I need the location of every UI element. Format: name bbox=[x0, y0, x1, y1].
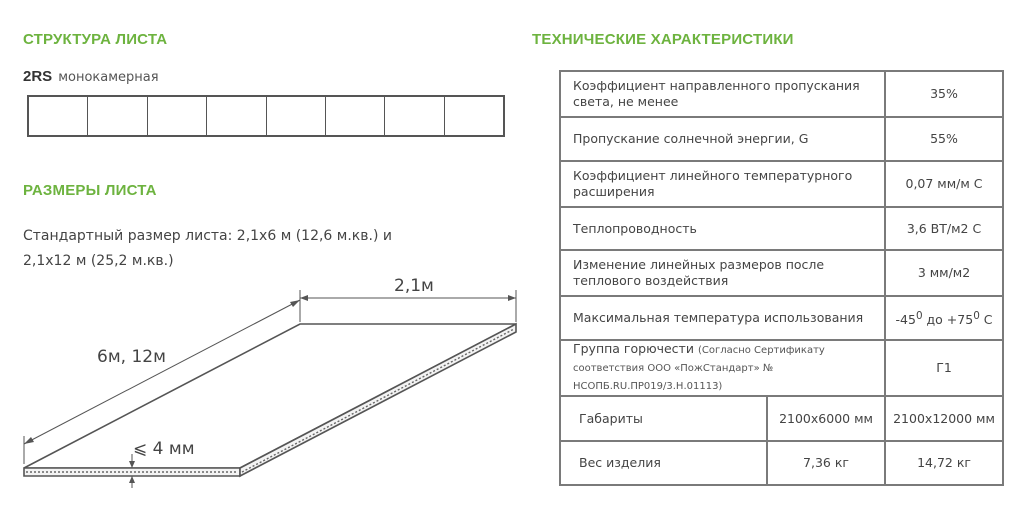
spec-value bbox=[885, 296, 1003, 340]
length-label: 6м, 12м bbox=[97, 347, 166, 367]
spec-value: Г1 bbox=[885, 340, 1003, 396]
degree-mark: 0 bbox=[973, 309, 980, 322]
table-row bbox=[560, 396, 1003, 441]
spec-value-6m: 7,36 кг bbox=[767, 441, 885, 485]
table-row bbox=[560, 296, 1003, 340]
spec-label: Коэффициент направленного пропускания света, не менее bbox=[560, 71, 885, 117]
flammability-label: Группа горючести bbox=[573, 341, 694, 356]
table-row bbox=[560, 441, 1003, 485]
temp-min: -45 bbox=[895, 312, 916, 328]
thickness-label: ⩽ 4 мм bbox=[133, 439, 195, 459]
table-row bbox=[560, 161, 1003, 207]
temp-unit: С bbox=[979, 312, 993, 328]
table-row bbox=[560, 117, 1003, 161]
specs-table bbox=[559, 70, 1004, 486]
spec-label bbox=[560, 340, 885, 396]
spec-label: Пропускание солнечной энергии, G bbox=[560, 117, 885, 161]
spec-value: 55% bbox=[885, 117, 1003, 161]
table-row bbox=[560, 340, 1003, 396]
structure-type: монокамерная bbox=[58, 70, 159, 85]
spec-label: Изменение линейных размеров после теплового воздействия bbox=[560, 250, 885, 296]
table-row bbox=[560, 71, 1003, 117]
spec-label: Максимальная температура использования bbox=[560, 296, 885, 340]
certificate-note: (Согласно Сертификату соответствия ООО «ПожСтандарт» № НСОПБ.RU.ПР019/3.Н.01113) bbox=[573, 345, 825, 392]
structure-code: 2RS bbox=[23, 68, 53, 85]
structure-title: СТРУКТУРА ЛИСТА bbox=[23, 31, 168, 48]
spec-value: 3,6 ВТ/м2 С bbox=[885, 207, 1003, 250]
standard-size-line-1: Стандартный размер листа: 2,1х6 м (12,6 м.кв.) и bbox=[23, 228, 392, 244]
spec-label: Габариты bbox=[560, 396, 767, 441]
degree-mark: 0 bbox=[915, 309, 923, 322]
sizes-title: РАЗМЕРЫ ЛИСТА bbox=[23, 182, 157, 199]
specs-title: ТЕХНИЧЕСКИЕ ХАРАКТЕРИСТИКИ bbox=[532, 31, 794, 48]
spec-value: 35% bbox=[885, 71, 1003, 117]
spec-value-6m: 2100х6000 мм bbox=[767, 396, 885, 441]
spec-label: Теплопроводность bbox=[560, 207, 885, 250]
width-label: 2,1м bbox=[394, 276, 434, 296]
sheet-top-face bbox=[24, 324, 516, 468]
spec-value: 3 мм/м2 bbox=[885, 250, 1003, 296]
spec-value-12m: 14,72 кг bbox=[885, 441, 1003, 485]
table-row bbox=[560, 207, 1003, 250]
standard-size-line-2: 2,1х12 м (25,2 м.кв.) bbox=[23, 253, 174, 269]
spec-value: 0,07 мм/м С bbox=[885, 161, 1003, 207]
temp-sep: до + bbox=[922, 312, 958, 328]
spec-label: Вес изделия bbox=[560, 441, 767, 485]
temp-max: 75 bbox=[957, 312, 974, 328]
spec-value-12m: 2100х12000 мм bbox=[885, 396, 1003, 441]
table-row bbox=[560, 250, 1003, 296]
spec-label: Коэффициент линейного температурного расширения bbox=[560, 161, 885, 207]
